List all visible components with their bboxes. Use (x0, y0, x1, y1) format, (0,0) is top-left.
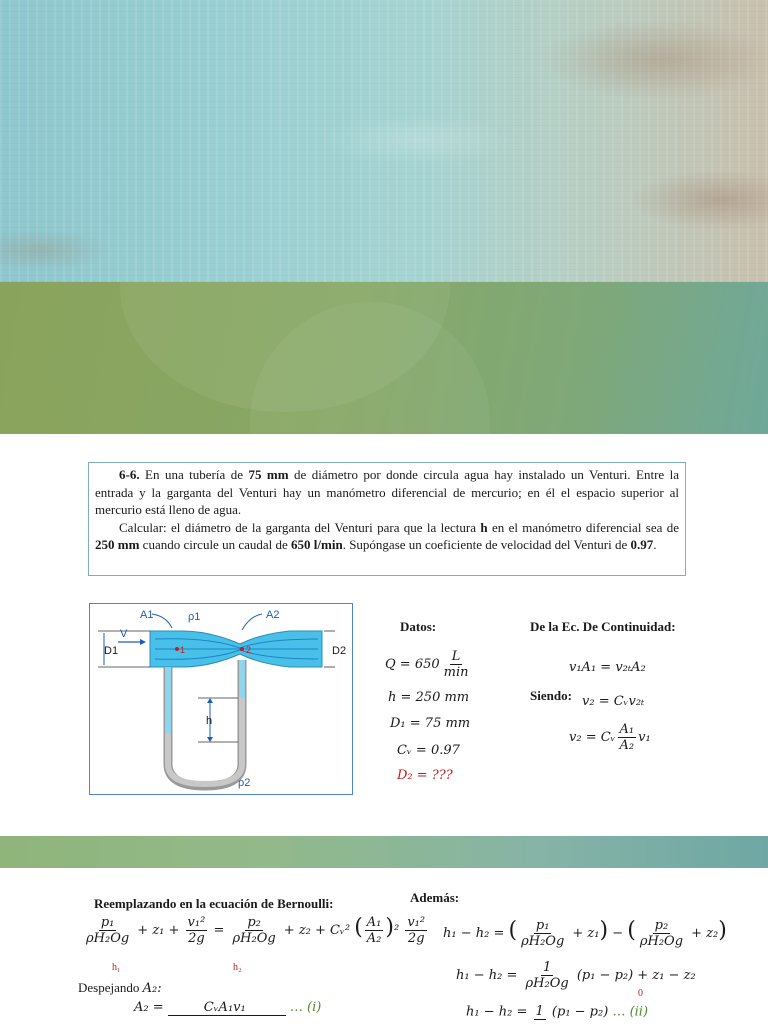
problem-text: cuando circule un caudal de (139, 537, 292, 552)
datos-d2: D₂ = ??? (397, 768, 453, 783)
label-h: h (206, 715, 213, 727)
reading-symbol: h (480, 519, 488, 535)
bernoulli-eq: $\frac{\text{p₁}}{\text{ρH₂Og}}$ + z₁ + $\frac{\text{v₁²}}{2g}$ = $\frac{\text{p₂}}{\text{ρH₂Og}}$ + z₂ + Cᵥ² ( $\frac{\text{A₁}}{\text{A₂}}$ )² $\frac{\text{v₁²}}{2g}$ (86, 915, 426, 946)
zero-label: 0 (638, 988, 643, 999)
a2-num: CᵥA₁v₁ (168, 1000, 286, 1016)
v2-num: A₁ (619, 722, 635, 737)
v2-lhs: v₂ = Cᵥ (569, 730, 616, 745)
datos-cv: Cᵥ = 0.97 (397, 743, 460, 758)
label-v: V (120, 628, 128, 640)
eq3-tag: … (ii) (612, 1004, 649, 1020)
label-p1: ρ1 (188, 611, 201, 623)
continuidad-heading: De la Ec. De Continuidad: (530, 619, 676, 634)
cv-value: 0.97 (630, 537, 654, 552)
q-unit-num: L (451, 649, 461, 664)
v2-rhs: v₁ (638, 730, 651, 745)
eq2-den: ρH₂Og (525, 976, 569, 991)
problem-text: en el manómetro diferencial sea de (487, 519, 679, 535)
q-unit-den: min (443, 665, 469, 680)
problem-paragraph-2 (95, 519, 679, 554)
problem-paragraph-1 (95, 466, 679, 519)
label-a2: A2 (266, 609, 280, 621)
problem-text: Calcular: el diámetro de la garganta del Venturi para que la lectura (119, 519, 481, 535)
datos-q (385, 649, 473, 680)
wood-texture-banner (0, 0, 768, 282)
despejando-label (78, 980, 162, 996)
a2-tag: … (i) (289, 1000, 322, 1015)
h1-label: h₁ (112, 962, 121, 973)
h2-label: h₂ (233, 962, 242, 973)
v2-den: A₂ (619, 738, 635, 753)
eq1-lhs: h₁ − h₂ = (443, 926, 505, 941)
label-p2: ρ2 (238, 777, 251, 789)
problem-number: 6-6. (119, 467, 140, 482)
point-2-label: 2 (246, 645, 252, 655)
a2-eq (134, 1000, 321, 1016)
ademas-eq1: h₁ − h₂ = ( $\frac{\text{p₁}}{\text{ρH₂Og}}$ + z₁) − ( $\frac{\text{p₂}}{\text{ρH₂Og}}$ + z₂) (443, 918, 727, 949)
datos-h: h = 250 mm (388, 690, 470, 705)
eq3-num: 1 (535, 1004, 544, 1019)
problem-text: En una tubería de (139, 467, 249, 482)
green-divider-band (0, 836, 768, 868)
point-1-label: 1 (180, 645, 186, 655)
a2-lhs: A₂ = (134, 1000, 164, 1015)
green-header-band (0, 282, 768, 434)
problem-text: . Supóngase un coeficiente de velocidad del Venturi de (342, 537, 631, 552)
flow-value: 650 l/min (291, 537, 343, 552)
despejando-text: Despejando (78, 980, 140, 995)
v2-eq (569, 722, 651, 753)
pipe-diameter: 75 mm (248, 467, 289, 482)
siendo-eq: v₂ = Cᵥv₂ₜ (582, 694, 645, 709)
problem-text: . (653, 537, 657, 552)
venturi-diagram (89, 603, 353, 795)
despejando-var: A₂: (142, 981, 162, 996)
ademas-eq3 (466, 1004, 648, 1020)
problem-statement (88, 462, 686, 576)
eq2-lhs: h₁ − h₂ = (456, 968, 518, 983)
continuidad-eq: v₁A₁ = v₂ₜA₂ (569, 660, 646, 675)
label-d2: D2 (332, 645, 347, 657)
eq2-mid: (p₁ − p₂) + (576, 968, 649, 983)
eq2-num: 1 (542, 960, 552, 975)
eq2-z: z₁ − z₂ (652, 968, 696, 983)
datos-heading: Datos: (400, 619, 437, 634)
bernoulli-heading: Reemplazando en la ecuación de Bernoulli: (94, 896, 334, 911)
siendo-label: Siendo: (530, 688, 572, 703)
label-d1: D1 (104, 645, 119, 657)
eq3-mid: (p₁ − p₂) (551, 1004, 609, 1020)
datos-d1: D₁ = 75 mm (390, 716, 471, 731)
label-a1: A1 (140, 609, 154, 621)
ademas-heading: Además: (410, 890, 460, 905)
reading-value: 250 mm (95, 537, 140, 552)
eq3-lhs: h₁ − h₂ = (466, 1004, 528, 1020)
q-text: Q = 650 (385, 657, 440, 672)
problem-text: de diámetro por donde circula agua hay instalado un Venturi. Entre la entrada y la garganta del Venturi hay un manómetro diferencial de mercurio; en él el espacio superior al mercurio está lleno de agua. (95, 467, 679, 517)
ademas-eq2 (456, 960, 696, 991)
